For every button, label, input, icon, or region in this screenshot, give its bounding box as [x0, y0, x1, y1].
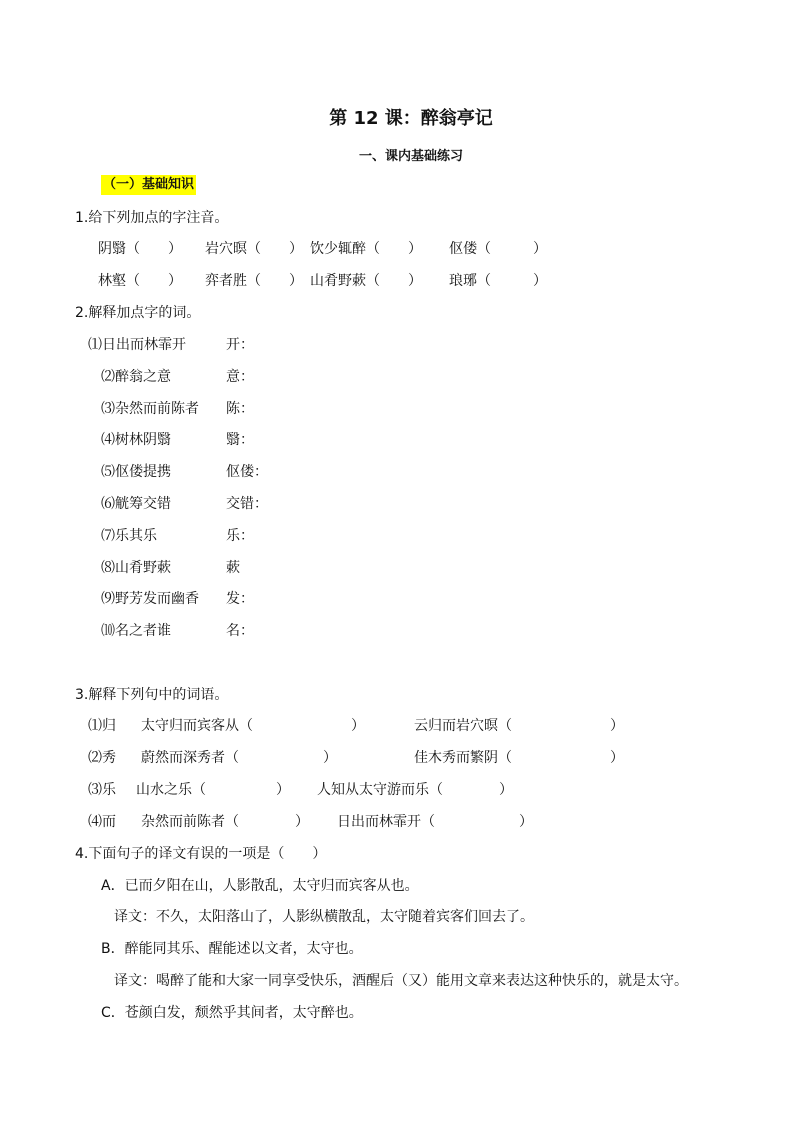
q3-label: ⑴归: [88, 718, 116, 734]
q4-option-c: C．苍颜白发，颓然乎其间者，太守醉也。: [101, 1005, 363, 1021]
q2-phrase: ⑼野芳发而幽香: [101, 591, 199, 607]
q2-phrase: ⑵醉翁之意: [101, 369, 171, 385]
subsection-heading: （一）基础知识: [101, 175, 196, 195]
q2-phrase: ⑻山肴野蔌: [101, 560, 171, 576]
q4-option-b-translation: 译文：喝醉了能和大家一同享受快乐，酒醒后（又）能用文章来表达这种快乐的，就是太守。: [114, 973, 688, 989]
q4-option-a: A．已而夕阳在山，人影散乱，太守归而宾客从也。: [101, 878, 419, 894]
q2-prompt: 2.解释加点字的词。: [75, 305, 201, 321]
q2-phrase: ⑽名之者谁: [101, 623, 171, 639]
q4-prompt: 4.下面句子的译文有误的一项是（ ）: [75, 846, 327, 862]
q2-word: 陈：: [226, 401, 254, 417]
q3-sentence-b: 日出而林霏开（ ）: [337, 814, 533, 830]
q4-option-b: B．醉能同其乐、醒能述以文者，太守也。: [101, 941, 363, 957]
q4-option-a-translation: 译文：不久，太阳落山了，人影纵横散乱，太守随着宾客们回去了。: [114, 909, 534, 925]
q2-word: 交错：: [226, 496, 268, 512]
q3-sentence-b: 云归而岩穴暝（ ）: [414, 718, 624, 734]
q3-label: ⑷而: [88, 814, 116, 830]
q2-word: 名：: [226, 623, 254, 639]
q2-phrase: ⑶杂然而前陈者: [101, 401, 199, 417]
q2-phrase: ⑷树林阴翳: [101, 432, 171, 448]
q2-word: 伛偻：: [226, 464, 268, 480]
q3-sentence-b: 人知从太守游而乐（ ）: [317, 782, 513, 798]
q2-phrase: ⑹觥筹交错: [101, 496, 171, 512]
q1-item: 弈者胜（ ）: [205, 273, 303, 289]
q3-label: ⑶乐: [88, 782, 116, 798]
q3-sentence-a: 蔚然而深秀者（ ）: [141, 750, 337, 766]
q1-item: 阴翳（ ）: [98, 241, 182, 257]
q2-word: 蔌: [226, 560, 240, 576]
q1-item: 饮少辄醉（ ）: [310, 241, 422, 257]
q2-word: 翳：: [226, 432, 254, 448]
q2-phrase: ⑴日出而林霏开: [88, 337, 186, 353]
q3-sentence-b: 佳木秀而繁阴（ ）: [414, 750, 624, 766]
q2-word: 意：: [226, 369, 254, 385]
q1-item: 伛偻（ ）: [449, 241, 547, 257]
q3-prompt: 3.解释下列句中的词语。: [75, 687, 229, 703]
q3-sentence-a: 杂然而前陈者（ ）: [141, 814, 309, 830]
q1-item: 琅琊（ ）: [449, 273, 547, 289]
q2-phrase: ⑸伛偻提携: [101, 464, 171, 480]
q1-item: 林壑（ ）: [98, 273, 182, 289]
q1-prompt: 1.给下列加点的字注音。: [75, 210, 229, 226]
page-title: 第 12 课：醉翁亭记: [329, 108, 493, 129]
q1-item: 岩穴暝（ ）: [205, 241, 303, 257]
q3-sentence-a: 太守归而宾客从（ ）: [141, 718, 365, 734]
q2-word: 乐：: [226, 528, 254, 544]
q3-sentence-a: 山水之乐（ ）: [136, 782, 290, 798]
q1-item: 山肴野蔌（ ）: [310, 273, 422, 289]
q2-word: 开：: [226, 337, 254, 353]
q2-phrase: ⑺乐其乐: [101, 528, 157, 544]
section-heading: 一、课内基础练习: [358, 149, 463, 164]
q2-word: 发：: [226, 591, 254, 607]
q3-label: ⑵秀: [88, 750, 116, 766]
